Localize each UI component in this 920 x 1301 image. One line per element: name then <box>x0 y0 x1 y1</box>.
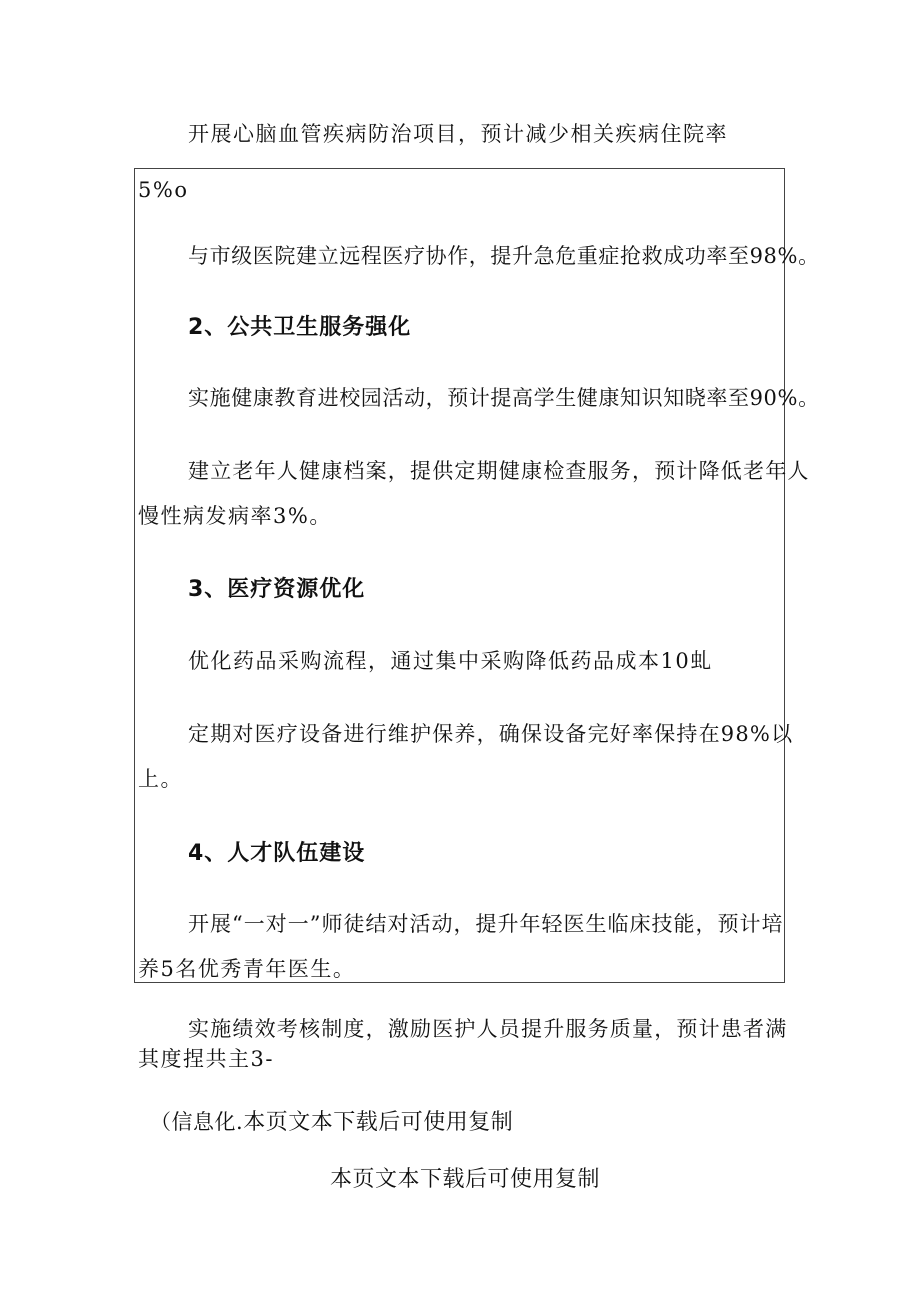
section-heading-4: 4、人才队伍建设 <box>188 841 366 866</box>
paragraph-line: 开展“一对一”师徒结对活动，提升年轻医生临床技能，预计培 <box>188 912 784 936</box>
paragraph-line: 建立老年人健康档案，提供定期健康检查服务，预计降低老年人 <box>188 459 810 483</box>
paragraph-line: 实施绩效考核制度，激励医护人员提升服务质量，预计患者满 <box>188 1017 788 1041</box>
copy-notice-2: 本页文本下载后可使用复制 <box>330 1167 601 1192</box>
footer-line-1 <box>150 1105 513 1136</box>
copy-notice: 本页文本下载后可使用复制 <box>243 1110 514 1135</box>
paragraph-line: 定期对医疗设备进行维护保养，确保设备完好率保持在98%以 <box>188 722 794 746</box>
section-heading-3: 3、医疗资源优化 <box>188 577 366 602</box>
paragraph-line: 养5名优秀青年医生。 <box>138 957 356 981</box>
paragraph-line: 开展心脑血管疾病防治项目，预计减少相关疾病住院率 <box>188 122 728 146</box>
paragraph-line: 其度捏共主3- <box>138 1047 274 1071</box>
footer-prefix: （信息化. <box>150 1110 244 1134</box>
paragraph-line: 5%o <box>138 178 189 202</box>
paragraph-line: 与市级医院建立远程医疗协作，提升急危重症抢救成功率至98%。 <box>188 244 820 268</box>
paragraph-line: 实施健康教育进校园活动，预计提高学生健康知识知晓率至90%。 <box>188 386 820 410</box>
paragraph-line: 上。 <box>138 767 183 791</box>
section-heading-2: 2、公共卫生服务强化 <box>188 315 412 340</box>
paragraph-line: 慢性病发病率3%。 <box>138 504 332 528</box>
paragraph-line: 优化药品采购流程，通过集中采购降低药品成本10虬 <box>188 649 713 673</box>
